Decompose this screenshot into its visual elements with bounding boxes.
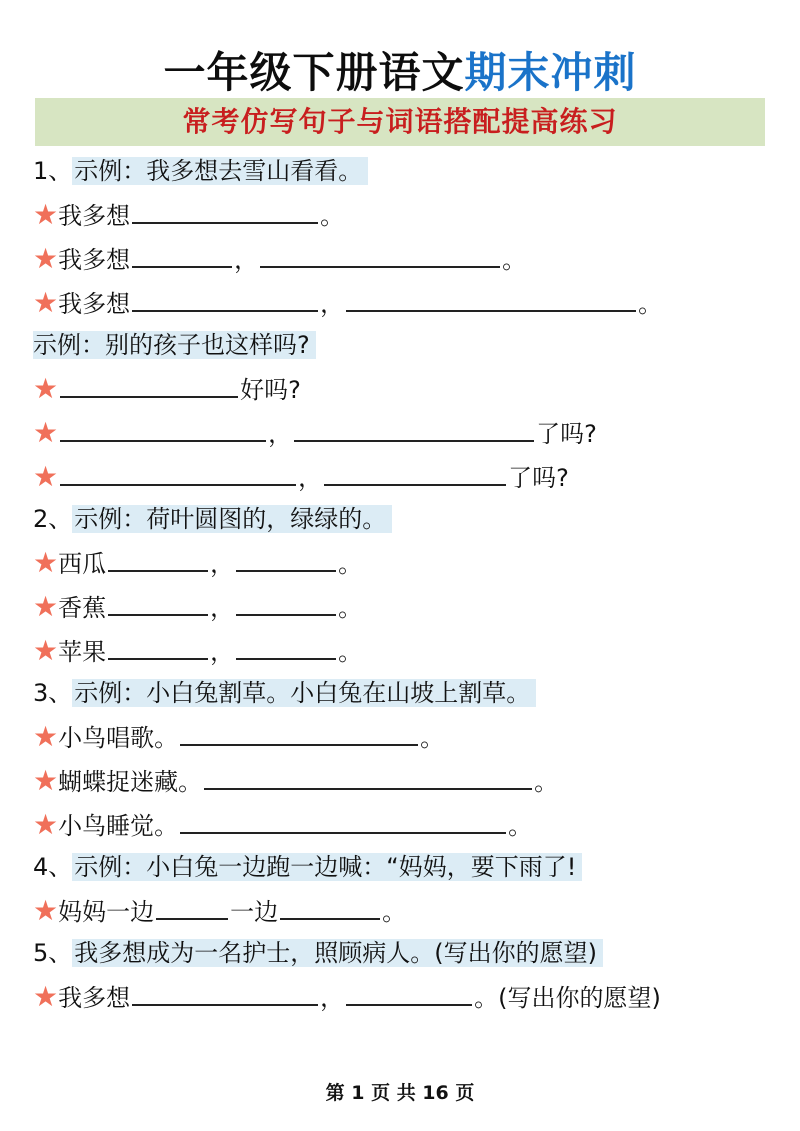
star-icon: ★ <box>33 720 59 753</box>
line-suffix: 。 <box>338 638 363 666</box>
line-separator: ， <box>320 290 345 318</box>
star-icon: ★ <box>33 980 59 1013</box>
q5-example: 我多想成为一名护士，照顾病人。(写出你的愿望) <box>72 939 603 967</box>
answer-blank[interactable] <box>180 720 418 746</box>
q1-line-6 <box>33 458 569 497</box>
answer-blank[interactable] <box>132 980 318 1006</box>
line-suffix: 了吗? <box>536 420 597 448</box>
q1-line-2 <box>33 240 526 279</box>
q2-line-3 <box>33 632 362 671</box>
q2-example-line <box>33 500 392 538</box>
line-middle: 一边 <box>230 898 279 926</box>
star-icon: ★ <box>33 460 59 493</box>
q5-line-1 <box>33 978 661 1017</box>
line-suffix: 。(写出你的愿望) <box>474 984 661 1012</box>
q1-number: 1、 <box>33 157 73 185</box>
title-highlight: 期末冲刺 <box>464 48 637 97</box>
line-prefix: 苹果 <box>58 638 107 666</box>
q2-number: 2、 <box>33 505 73 533</box>
answer-blank[interactable] <box>60 372 238 398</box>
line-separator: ， <box>210 638 235 666</box>
line-prefix: 蝴蝶捉迷藏。 <box>58 768 203 796</box>
q4-line-1 <box>33 892 406 931</box>
line-suffix: 。 <box>502 246 527 274</box>
q1-line-3 <box>33 284 662 323</box>
line-separator: ， <box>320 984 345 1012</box>
line-prefix: 我多想 <box>58 984 131 1012</box>
answer-blank[interactable] <box>236 634 336 660</box>
q3-example: 示例：小白兔割草。小白兔在山坡上割草。 <box>72 679 536 707</box>
answer-blank[interactable] <box>294 416 534 442</box>
q2-line-1 <box>33 544 362 583</box>
line-prefix: 小鸟唱歌。 <box>58 724 179 752</box>
line-separator: ， <box>210 550 235 578</box>
line-separator: ， <box>234 246 259 274</box>
answer-blank[interactable] <box>236 546 336 572</box>
page-footer: 第 1 页 共 16 页 <box>325 1082 475 1104</box>
line-suffix: 好吗? <box>240 376 301 404</box>
answer-blank[interactable] <box>60 416 266 442</box>
answer-blank[interactable] <box>180 808 506 834</box>
star-icon: ★ <box>33 372 59 405</box>
answer-blank[interactable] <box>108 546 208 572</box>
q3-example-line <box>33 674 536 712</box>
line-prefix: 我多想 <box>58 246 131 274</box>
line-separator: ， <box>298 464 323 492</box>
answer-blank[interactable] <box>132 242 232 268</box>
star-icon: ★ <box>33 894 59 927</box>
q1-line-4 <box>33 370 301 409</box>
q1-line-1 <box>33 196 344 235</box>
line-prefix: 妈妈一边 <box>58 898 155 926</box>
star-icon: ★ <box>33 286 59 319</box>
answer-blank[interactable] <box>156 894 228 920</box>
line-suffix: 。 <box>382 898 407 926</box>
line-prefix: 我多想 <box>58 202 131 230</box>
q3-line-1 <box>33 718 444 757</box>
q1-example-line <box>33 152 368 190</box>
star-icon: ★ <box>33 242 59 275</box>
answer-blank[interactable] <box>280 894 380 920</box>
answer-blank[interactable] <box>236 590 336 616</box>
q4-example: 示例：小白兔一边跑一边喊：“妈妈，要下雨了! <box>72 853 582 881</box>
q5-number: 5、 <box>33 939 73 967</box>
answer-blank[interactable] <box>346 286 636 312</box>
line-prefix: 小鸟睡觉。 <box>58 812 179 840</box>
star-icon: ★ <box>33 808 59 841</box>
answer-blank[interactable] <box>132 286 318 312</box>
line-prefix: 我多想 <box>58 290 131 318</box>
line-prefix: 香蕉 <box>58 594 107 622</box>
q1-example2: 示例：别的孩子也这样吗? <box>33 331 316 359</box>
line-suffix: 。 <box>320 202 345 230</box>
line-suffix: 了吗? <box>508 464 569 492</box>
line-suffix: 。 <box>338 550 363 578</box>
line-separator: ， <box>210 594 235 622</box>
line-prefix: 西瓜 <box>58 550 107 578</box>
q5-example-line <box>33 934 603 972</box>
star-icon: ★ <box>33 546 59 579</box>
answer-blank[interactable] <box>132 198 318 224</box>
q1-example: 示例：我多想去雪山看看。 <box>72 157 368 185</box>
page-subtitle: 常考仿写句子与词语搭配提高练习 <box>35 98 765 146</box>
answer-blank[interactable] <box>108 590 208 616</box>
answer-blank[interactable] <box>324 460 506 486</box>
answer-blank[interactable] <box>260 242 500 268</box>
line-separator: ， <box>268 420 293 448</box>
answer-blank[interactable] <box>108 634 208 660</box>
star-icon: ★ <box>33 590 59 623</box>
answer-blank[interactable] <box>346 980 472 1006</box>
q2-line-2 <box>33 588 362 627</box>
q4-example-line <box>33 848 582 886</box>
line-suffix: 。 <box>338 594 363 622</box>
star-icon: ★ <box>33 416 59 449</box>
star-icon: ★ <box>33 634 59 667</box>
title-main: 一年级下册语文 <box>163 48 465 97</box>
line-suffix: 。 <box>534 768 559 796</box>
q3-line-2 <box>33 762 558 801</box>
q3-number: 3、 <box>33 679 73 707</box>
q2-example: 示例：荷叶圆图的，绿绿的。 <box>72 505 392 533</box>
q4-number: 4、 <box>33 853 73 881</box>
q1-example2-line <box>33 326 316 364</box>
answer-blank[interactable] <box>60 460 296 486</box>
page-title <box>0 40 800 100</box>
q1-line-5 <box>33 414 597 453</box>
line-suffix: 。 <box>420 724 445 752</box>
answer-blank[interactable] <box>204 764 532 790</box>
line-suffix: 。 <box>638 290 663 318</box>
line-suffix: 。 <box>508 812 533 840</box>
star-icon: ★ <box>33 764 59 797</box>
q3-line-3 <box>33 806 532 845</box>
star-icon: ★ <box>33 198 59 231</box>
